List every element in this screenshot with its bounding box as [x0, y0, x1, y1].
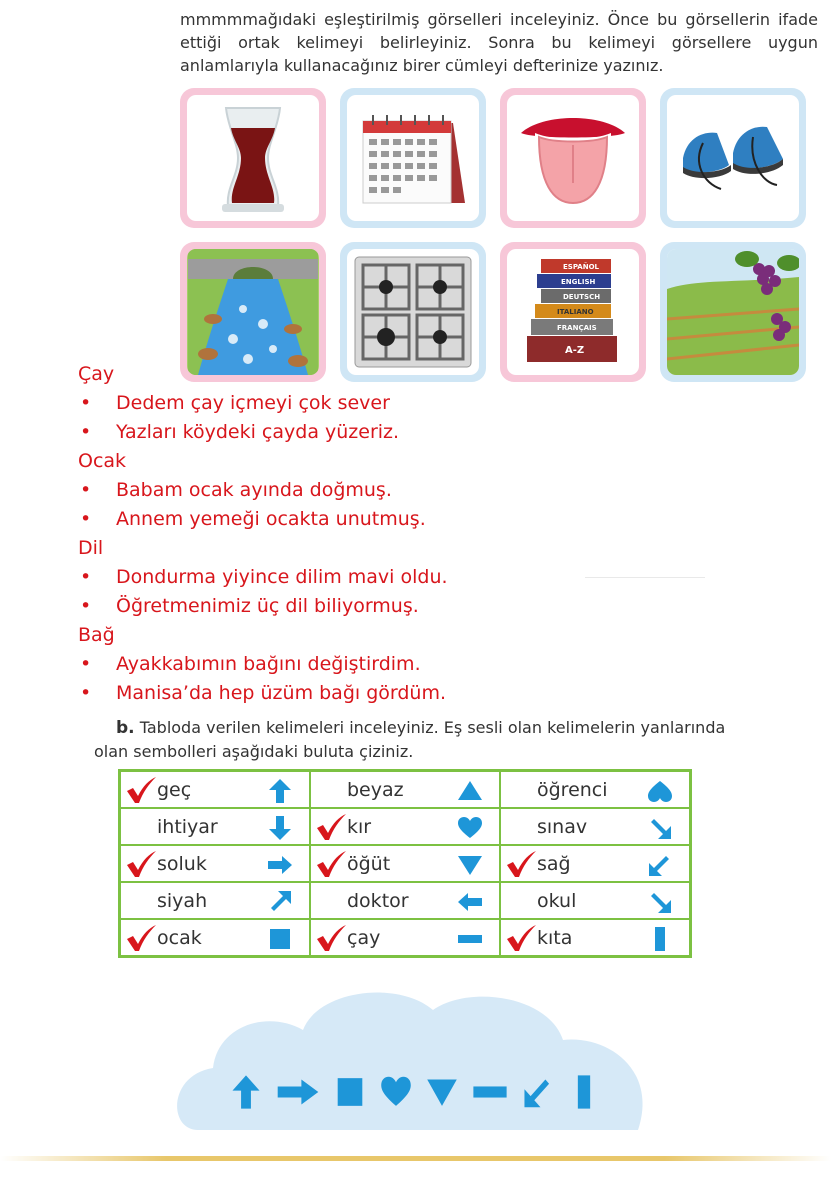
book-label-italiano: ITALIANO	[557, 308, 594, 316]
answer-word: Bağ	[78, 624, 115, 646]
checkmark-icon	[315, 850, 347, 878]
arrow-up-icon	[267, 778, 293, 804]
answer-sentence	[78, 650, 498, 679]
image-tongue	[500, 88, 646, 228]
table-row	[120, 882, 691, 919]
cloud-bar-icon	[568, 1074, 600, 1110]
bullet: •	[80, 508, 92, 530]
arrow-down-right-icon	[647, 889, 673, 915]
arrow-up-right-icon	[267, 889, 293, 915]
cloud-arrow-right-icon	[276, 1074, 320, 1110]
checkmark-icon	[125, 850, 157, 878]
table-cell	[500, 771, 691, 809]
answer-word: Dil	[78, 537, 104, 559]
answer-sentence-text: Babam ocak ayında doğmuş.	[116, 479, 392, 501]
checkmark-icon	[125, 776, 157, 804]
cloud-square-icon	[334, 1074, 366, 1110]
cloud-arrow-down-left-icon	[522, 1074, 554, 1110]
words-table	[118, 769, 692, 958]
bullet: •	[80, 653, 92, 675]
cell-word: okul	[537, 890, 577, 912]
table-cell	[120, 845, 311, 882]
answer-sentence-text: Ayakkabımın bağını değiştirdim.	[116, 653, 421, 675]
page-footer-line	[0, 1156, 831, 1161]
book-label-espanol: ESPAÑOL	[563, 263, 599, 271]
cell-word: beyaz	[347, 779, 404, 801]
image-vineyard	[660, 242, 806, 382]
language-books-icon	[511, 251, 635, 373]
table-cell	[500, 919, 691, 957]
answer-sentence-text: Manisa’da hep üzüm bağı gördüm.	[116, 682, 447, 704]
cell-word: öğüt	[347, 853, 391, 875]
vineyard-icon	[667, 249, 799, 375]
cloud-dash-icon	[472, 1074, 508, 1110]
heart-up-icon	[647, 778, 673, 804]
bullet: •	[80, 682, 92, 704]
table-cell	[310, 808, 500, 845]
bullet: •	[80, 392, 92, 414]
arrow-down-left-icon	[647, 852, 673, 878]
image-grid	[180, 88, 806, 384]
arrow-down-icon	[267, 815, 293, 841]
checkmark-icon	[125, 924, 157, 952]
table-cell	[310, 845, 500, 882]
cell-word: doktor	[347, 890, 409, 912]
answer-sentence	[78, 476, 498, 505]
bullet: •	[80, 479, 92, 501]
book-label-english: ENGLISH	[561, 278, 596, 286]
table-cell	[500, 882, 691, 919]
checkmark-icon	[315, 813, 347, 841]
section-b-label: b.	[116, 718, 135, 738]
cell-word: ocak	[157, 927, 202, 949]
dash-icon	[457, 926, 483, 952]
table-cell	[310, 771, 500, 809]
table-cell	[120, 771, 311, 809]
triangle-up-icon	[457, 778, 483, 804]
cell-word: sınav	[537, 816, 588, 838]
stove-top-icon	[351, 253, 475, 371]
answer-word: Ocak	[78, 450, 127, 472]
tongue-icon	[513, 103, 633, 213]
bullet: •	[80, 566, 92, 588]
answer-sentence	[78, 389, 498, 418]
answer-word: Çay	[78, 363, 115, 385]
answers-section	[78, 360, 498, 708]
square-icon	[267, 926, 293, 952]
bullet: •	[80, 421, 92, 443]
answer-sentence	[78, 563, 498, 592]
checkmark-icon	[505, 850, 537, 878]
table-row	[120, 919, 691, 957]
table-cell	[120, 808, 311, 845]
table-cell	[120, 882, 311, 919]
section-b-instruction	[94, 716, 754, 763]
answer-sentence	[78, 592, 498, 621]
table-row	[120, 845, 691, 882]
table-cell	[500, 845, 691, 882]
image-language-books	[500, 242, 646, 382]
answer-sentence-text: Yazları köydeki çayda yüzeriz.	[116, 421, 400, 443]
answer-sentence-text: Dondurma yiyince dilim mavi oldu.	[116, 566, 448, 588]
exercise-instruction: mmmmmağıdaki eşleştirilmiş görselleri inceleyiniz. Önce bu görsellerin ifade ettiği ortak kelimeyi belirleyiniz. Sonra bu kelimeyi görsellere uygun anlamlarıyla kullanacağınız birer cümleyi defterinize yazınız.	[180, 10, 818, 75]
answer-sentence-text: Öğretmenimiz üç dil biliyormuş.	[116, 595, 419, 617]
section-b-text: Tabloda verilen kelimeleri inceleyiniz. Eş sesli olan kelimelerin yanlarında olan sembolleri aşağıdaki buluta çiziniz.	[94, 718, 726, 761]
image-calendar	[340, 88, 486, 228]
book-label-az: A-Z	[565, 345, 585, 356]
bridge-river-icon	[188, 249, 318, 375]
table-cell	[310, 882, 500, 919]
checkmark-icon	[315, 924, 347, 952]
image-sneakers	[660, 88, 806, 228]
calendar-icon	[353, 103, 473, 213]
answer-sentence	[78, 418, 498, 447]
arrow-right-icon	[267, 852, 293, 878]
cell-word: siyah	[157, 890, 208, 912]
cell-word: sağ	[537, 853, 571, 875]
cell-word: ihtiyar	[157, 816, 218, 838]
cell-word: geç	[157, 779, 192, 801]
table-cell	[310, 919, 500, 957]
table-cell	[500, 808, 691, 845]
table-cell	[120, 919, 311, 957]
table-row	[120, 771, 691, 809]
cloud-symbols	[230, 1074, 590, 1114]
arrow-left-icon	[457, 889, 483, 915]
sneakers-icon	[673, 103, 793, 213]
heart-icon	[457, 815, 483, 841]
checkmark-icon	[505, 924, 537, 952]
answer-sentence-text: Annem yemeği ocakta unutmuş.	[116, 508, 426, 530]
book-label-deutsch: DEUTSCH	[563, 293, 601, 301]
cloud-triangle-down-icon	[426, 1074, 458, 1110]
book-label-francais: FRANÇAIS	[557, 324, 597, 332]
triangle-down-icon	[457, 852, 483, 878]
cell-word: çay	[347, 927, 381, 949]
cell-word: soluk	[157, 853, 207, 875]
cell-word: kır	[347, 816, 372, 838]
arrow-down-right-icon	[647, 815, 673, 841]
image-tea-glass	[180, 88, 326, 228]
table-row	[120, 808, 691, 845]
answer-sentence	[78, 679, 498, 708]
bar-icon	[647, 926, 673, 952]
answer-sentence-text: Dedem çay içmeyi çok sever	[116, 392, 390, 414]
bullet: •	[80, 595, 92, 617]
cell-word: kıta	[537, 927, 573, 949]
tea-glass-icon	[198, 98, 308, 218]
answer-sentence	[78, 505, 498, 534]
cell-word: öğrenci	[537, 779, 608, 801]
cloud-arrow-up-icon	[230, 1074, 262, 1110]
cloud-heart-icon	[380, 1074, 412, 1110]
divider	[585, 577, 705, 578]
